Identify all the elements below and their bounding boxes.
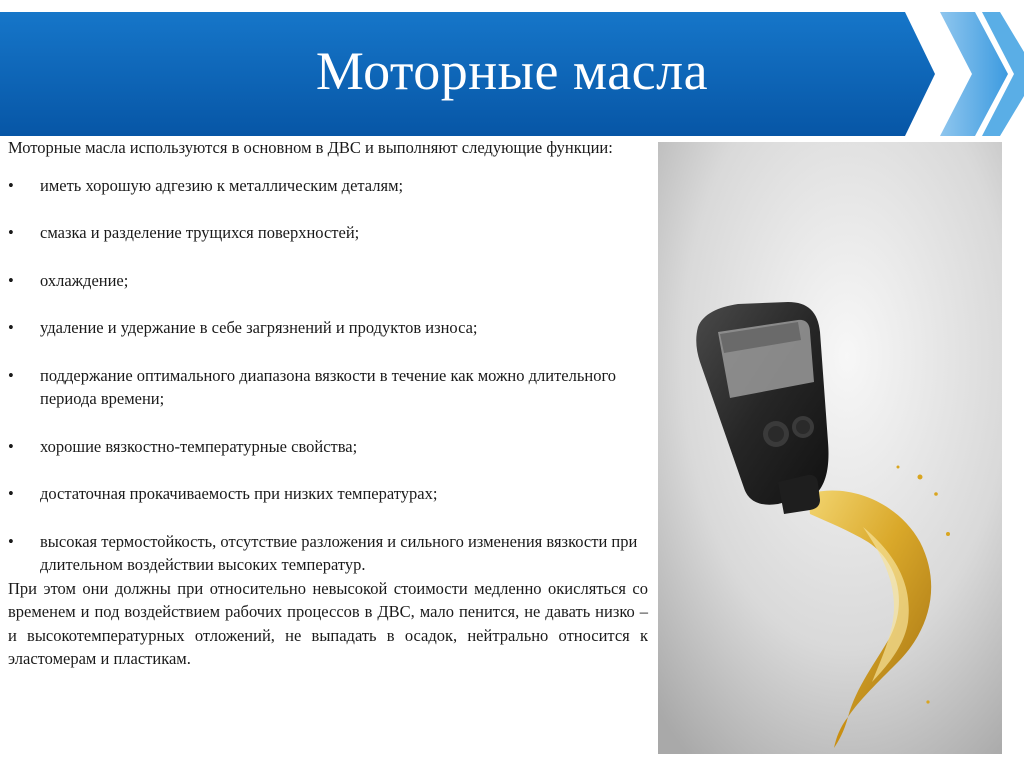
page-title: Моторные масла <box>315 41 709 101</box>
bullet-icon: • <box>8 436 14 456</box>
closing-paragraph: При этом они должны при относительно невысокой стоимости медленно окисляться со временем и под воздействием рабочих процессов в ДВС, мало пенится, не давать низко – и высокотемпературных отложений, не выпадать в осадок, нейтрально относится к эластомерам и пластикам. <box>8 578 648 668</box>
list-item: • достаточная прокачиваемость при низких температурах; <box>8 482 648 506</box>
bullet-icon: • <box>8 484 14 503</box>
bullet-icon: • <box>8 175 14 195</box>
bullet-icon: • <box>8 531 14 551</box>
list-item: • высокая термостойкость, отсутствие разложения и сильного изменения вязкости при длительном воздействии высоких температур. <box>8 531 638 574</box>
list-item: • смазка и разделение трущихся поверхностей; <box>8 221 648 245</box>
list-item: • хорошие вязкостно-температурные свойства; <box>8 435 648 459</box>
oil-canister-image <box>658 142 1002 754</box>
list-item: • удаление и удержание в себе загрязнений и продуктов износа; <box>8 316 648 340</box>
slide-content <box>8 136 648 671</box>
list-item: • поддержание оптимального диапазона вязкости в течение как можно длительного периода времени; <box>8 365 617 408</box>
list-item: • иметь хорошую адгезию к металлическим деталям; <box>8 174 648 198</box>
functions-list <box>8 174 648 577</box>
intro-text: Моторные масла используются в основном в ДВС и выполняют следующие функции: <box>8 138 613 157</box>
bullet-icon: • <box>8 270 14 290</box>
list-item: • охлаждение; <box>8 269 648 293</box>
oil-canister-icon <box>658 142 1002 754</box>
bullet-icon: • <box>8 318 14 337</box>
bullet-icon: • <box>8 223 14 242</box>
bullet-icon: • <box>8 365 14 385</box>
